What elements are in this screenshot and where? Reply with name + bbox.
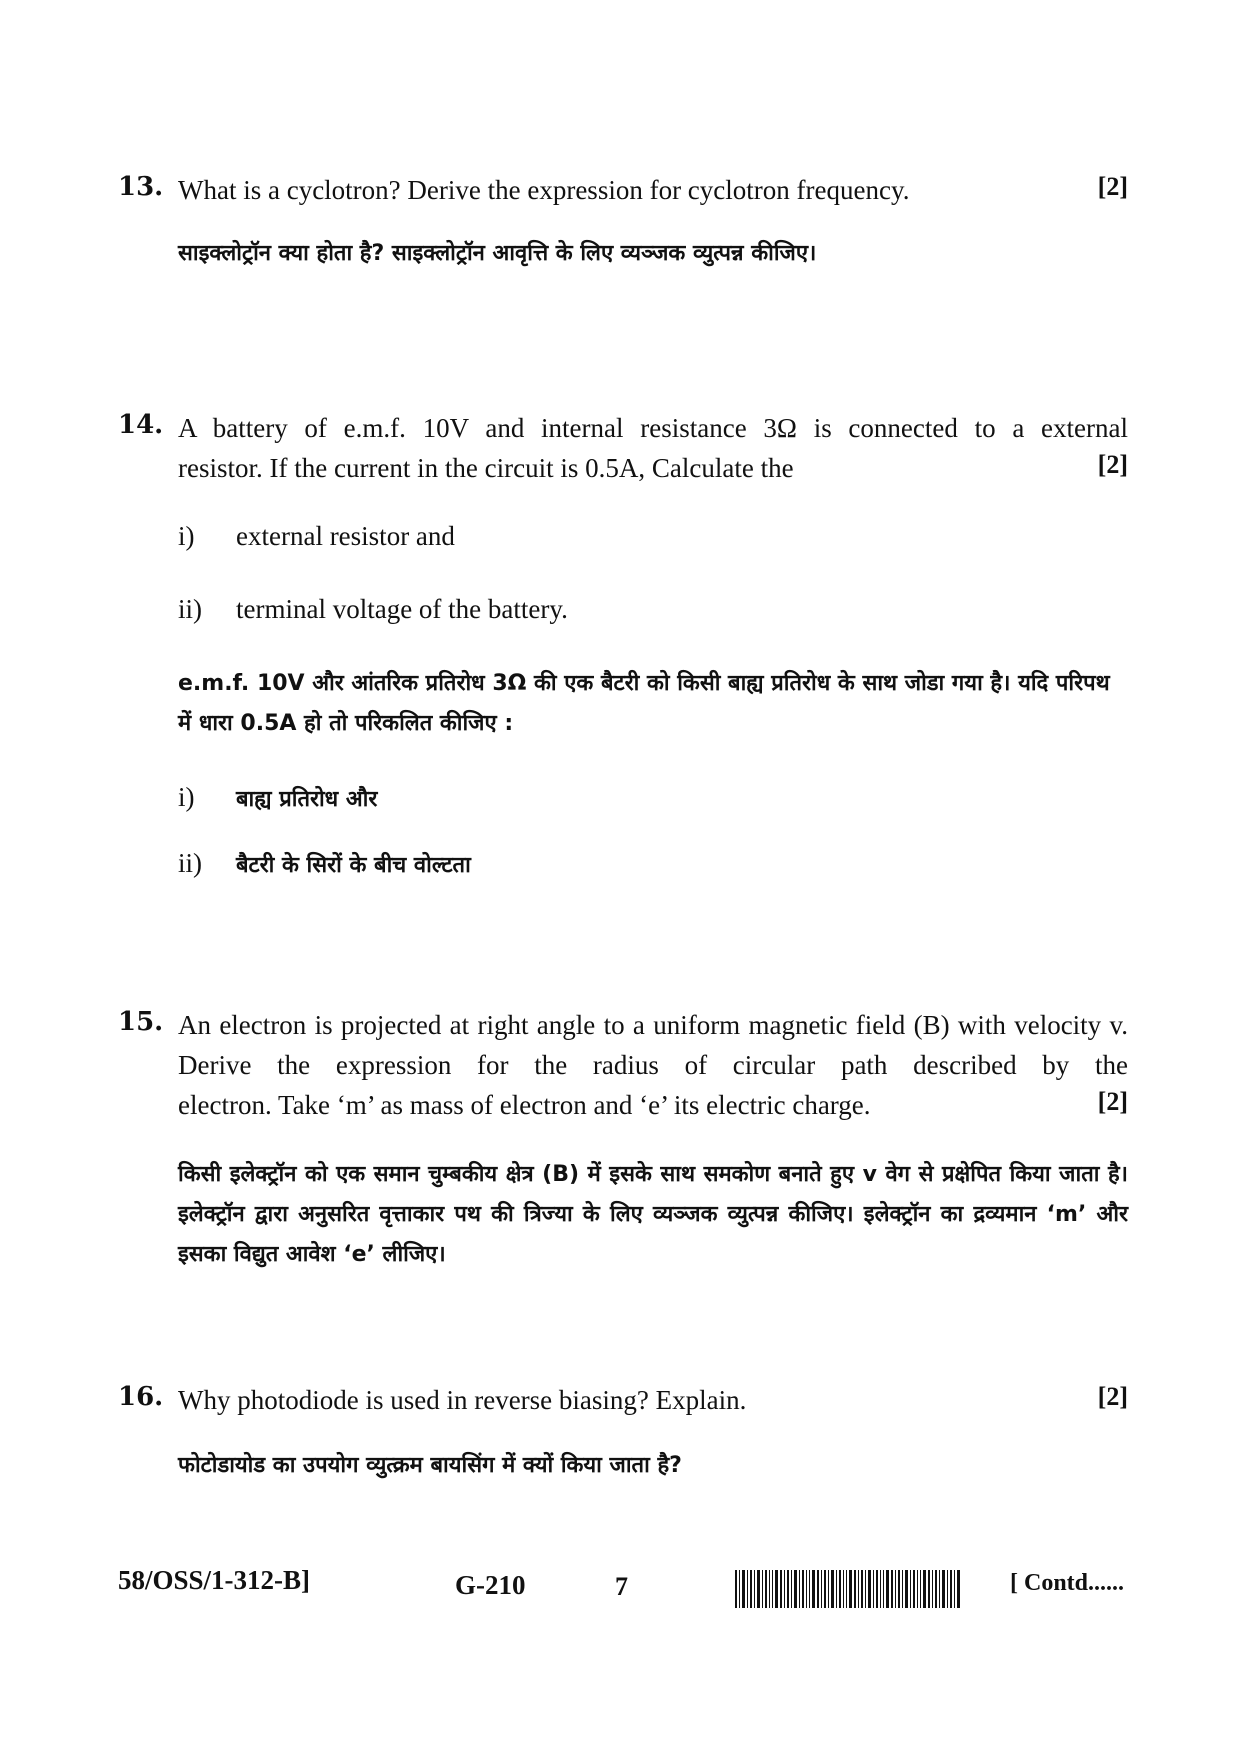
question-number: 15. xyxy=(118,1007,164,1037)
sub-item-hi xyxy=(178,848,471,879)
paper-code: 58/OSS/1-312-B] xyxy=(118,1565,311,1595)
sub-item-label: ii) xyxy=(178,848,202,878)
marks: [2] xyxy=(1097,172,1128,201)
question-13 xyxy=(118,170,1128,280)
sub-item-text: external resistor and xyxy=(236,521,455,551)
sub-item-label: ii) xyxy=(178,594,202,624)
sub-item-text: terminal voltage of the battery. xyxy=(236,594,568,624)
question-text-english-line2: resistor. If the current in the circuit is 0.5A, Calculate the xyxy=(178,453,794,483)
sub-item-en xyxy=(178,594,568,625)
continued-label: [ Contd...... xyxy=(1010,1570,1125,1596)
question-text-english-line1: A battery of e.m.f. 10V and internal resistance 3Ω is connected to a external xyxy=(178,413,1128,443)
question-text-hindi: किसी इलेक्ट्रॉन को एक समान चुम्बकीय क्षेत्र (B) में इसके साथ समकोण बनाते हुए v वेग से प्रक्षेपित किया जाता है। इलेक्ट्रॉन द्वारा अनुसरित वृत्ताकार पथ की त्रिज्या के लिए व्यञ्जक व्युत्पन्न कीजिए। इलेक्ट्रॉन का द्रव्यमान ‘m’ और इसका विद्युत आवेश ‘e’ लीजिए। xyxy=(178,1162,1128,1267)
marks: [2] xyxy=(1097,450,1128,479)
question-text-hindi: e.m.f. 10V और आंतरिक प्रतिरोध 3Ω की एक बैटरी को किसी बाह्य प्रतिरोध के साथ जोडा गया है। यदि परिपथ में धारा 0.5A हो तो परिकलित कीजिए : xyxy=(178,671,1110,736)
question-number: 16. xyxy=(118,1382,164,1412)
question-text-english: An electron is projected at right angle to a uniform magnetic field (B) with velocity v. Derive the expression for the radius of circular path described by the xyxy=(178,1010,1128,1080)
question-15 xyxy=(118,1005,1128,1295)
sub-item-text: बाह्य प्रतिरोध और xyxy=(236,787,378,812)
sub-item-text: बैटरी के सिरों के बीच वोल्टता xyxy=(236,853,471,878)
sub-item-en xyxy=(178,521,455,552)
question-text-hindi: फोटोडायोड का उपयोग व्युत्क्रम बायसिंग में क्यों किया जाता है? xyxy=(178,1453,682,1478)
question-text-english-last: electron. Take ‘m’ as mass of electron and ‘e’ its electric charge. xyxy=(178,1090,871,1120)
series-code: G-210 xyxy=(455,1570,526,1600)
sub-item-hi xyxy=(178,782,377,813)
page-number: 7 xyxy=(615,1572,628,1601)
barcode-icon xyxy=(735,1570,960,1608)
question-text-hindi: साइक्लोट्रॉन क्या होता है? साइक्लोट्रॉन आवृत्ति के लिए व्यञ्जक व्युत्पन्न कीजिए। xyxy=(178,241,817,266)
question-text-english: What is a cyclotron? Derive the expression for cyclotron frequency. xyxy=(178,175,910,205)
question-16 xyxy=(118,1380,1128,1490)
question-text-english: Why photodiode is used in reverse biasing? Explain. xyxy=(178,1385,747,1415)
marks: [2] xyxy=(1097,1087,1128,1116)
question-14 xyxy=(118,408,1128,878)
question-number: 13. xyxy=(118,172,164,202)
marks: [2] xyxy=(1097,1382,1128,1411)
sub-item-label: i) xyxy=(178,521,195,551)
sub-item-label: i) xyxy=(178,782,195,812)
question-number: 14. xyxy=(118,410,164,440)
